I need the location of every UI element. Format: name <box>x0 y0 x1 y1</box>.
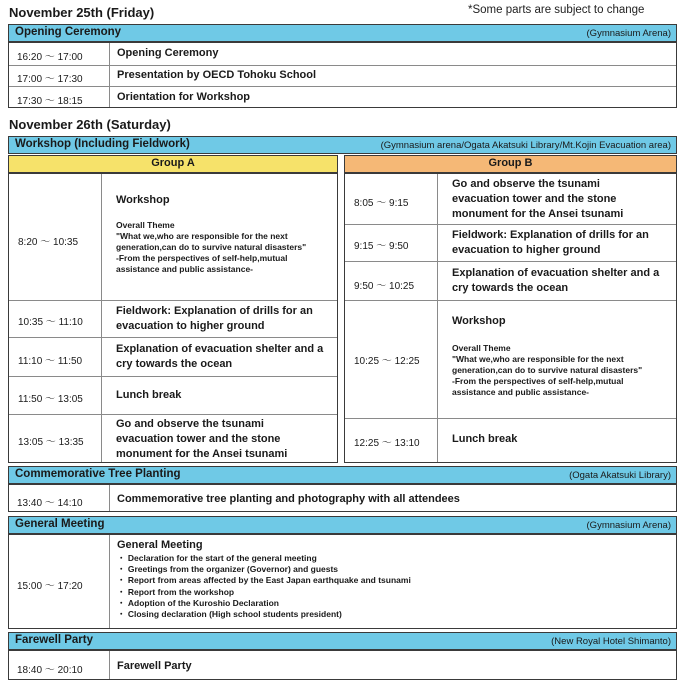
day2-title: November 26th (Saturday) <box>9 117 171 132</box>
agenda-item: ・ Report from the workshop <box>117 586 235 597</box>
row-time: 8:20 ～ 10:35 <box>18 237 79 248</box>
opening-table <box>8 42 677 108</box>
agenda-item: ・ Closing declaration (High school students president) <box>117 609 342 620</box>
row-desc: Orientation for Workshop <box>117 91 251 103</box>
section-title: Workshop (Including Fieldwork) <box>15 138 190 150</box>
theme-sub: -From the perspectives of self-help,mutual assistance and public assistance- <box>116 253 288 274</box>
change-note: *Some parts are subject to change <box>468 4 645 16</box>
theme-quote: "What we,who are responsible for the next generation,can do to survive natural disasters" <box>452 354 643 375</box>
row-time: 15:00 ～ 17:20 <box>17 581 83 592</box>
row-time: 12:25 ～ 13:10 <box>354 438 420 449</box>
row-time: 11:50 ～ 13:05 <box>18 394 83 405</box>
row-time: 10:35 ～ 11:10 <box>18 317 83 328</box>
theme-label: Overall Theme <box>116 220 175 230</box>
row-desc: Opening Ceremony <box>117 47 219 59</box>
row-desc: Workshop <box>452 315 506 327</box>
theme-label: Overall Theme <box>452 343 511 353</box>
tree-planting-bar <box>8 466 677 484</box>
general-meeting-bar <box>8 516 677 534</box>
general-meeting-table <box>8 534 677 629</box>
row-time: 17:00 ～ 17:30 <box>17 74 83 85</box>
section-title: Commemorative Tree Planting <box>15 468 181 480</box>
row-desc: Explanation of evacuation shelter and a cry towards the ocean <box>452 267 660 294</box>
theme-quote: "What we,who are responsible for the next generation,can do to survive natural disasters" <box>116 231 307 252</box>
venue: (Gymnasium arena/Ogata Akatsuki Library/Mt.Kojin Evacuation area) <box>380 140 671 151</box>
opening-ceremony-bar <box>8 24 677 42</box>
farewell-party-table <box>8 650 677 680</box>
row-desc: Commemorative tree planting and photography with all attendees <box>117 493 460 505</box>
farewell-party-bar <box>8 632 677 650</box>
tree-planting-table <box>8 484 677 512</box>
row-time: 16:20 ～ 17:00 <box>17 52 83 63</box>
group-a-header: Group A <box>8 155 338 173</box>
agenda-item: ・ Greetings from the organizer (Governor) and guests <box>117 564 339 575</box>
row-time: 11:10 ～ 11:50 <box>18 356 83 367</box>
row-desc: Go and observe the tsunami evacuation tower and the stone monument for the Ansei tsunami <box>116 418 288 460</box>
row-desc: Lunch break <box>116 389 182 401</box>
row-desc: Fieldwork: Explanation of drills for an evacuation to higher ground <box>116 305 313 332</box>
meeting-agenda <box>117 553 411 620</box>
row-time: 13:05 ～ 13:35 <box>18 437 84 448</box>
row-time: 10:25 ～ 12:25 <box>354 356 420 367</box>
row-time: 9:50 ～ 10:25 <box>354 281 415 292</box>
row-desc: Lunch break <box>452 433 518 445</box>
day1-title: November 25th (Friday) <box>9 5 155 20</box>
group-a-schedule <box>8 173 338 463</box>
group-b-schedule <box>344 173 677 463</box>
row-desc: Go and observe the tsunami evacuation tower and the stone monument for the Ansei tsunami <box>452 178 624 220</box>
row-desc: Explanation of evacuation shelter and a cry towards the ocean <box>116 343 324 370</box>
row-time: 18:40 ～ 20:10 <box>17 665 83 676</box>
row-time: 8:05 ～ 9:15 <box>354 198 409 209</box>
venue: (Gymnasium Arena) <box>586 28 671 39</box>
row-time: 17:30 ～ 18:15 <box>17 96 83 107</box>
group-b-header: Group B <box>344 155 677 173</box>
row-desc: Workshop <box>116 194 170 206</box>
meeting-heading: General Meeting <box>117 539 203 551</box>
venue: (Ogata Akatsuki Library) <box>569 470 671 481</box>
venue: (New Royal Hotel Shimanto) <box>551 636 671 647</box>
section-title: General Meeting <box>15 518 105 530</box>
agenda-item: ・ Declaration for the start of the general meeting <box>117 553 317 563</box>
agenda-item: ・ Report from areas affected by the East Japan earthquake and tsunami <box>117 575 411 586</box>
row-desc: Fieldwork: Explanation of drills for an evacuation to higher ground <box>452 229 649 256</box>
row-desc: Presentation by OECD Tohoku School <box>117 69 317 81</box>
row-time: 13:40 ～ 14:10 <box>17 498 83 509</box>
section-title: Opening Ceremony <box>15 26 122 38</box>
overall-theme <box>452 343 667 398</box>
row-time: 9:15 ～ 9:50 <box>354 241 409 252</box>
section-title: Farewell Party <box>15 634 93 646</box>
workshop-bar <box>8 136 677 154</box>
row-desc: Farewell Party <box>117 660 192 672</box>
theme-sub: -From the perspectives of self-help,mutual assistance and public assistance- <box>452 376 624 397</box>
venue: (Gymnasium Arena) <box>586 520 671 531</box>
agenda-item: ・ Adoption of the Kuroshio Declaration <box>117 597 279 608</box>
overall-theme <box>116 220 331 275</box>
